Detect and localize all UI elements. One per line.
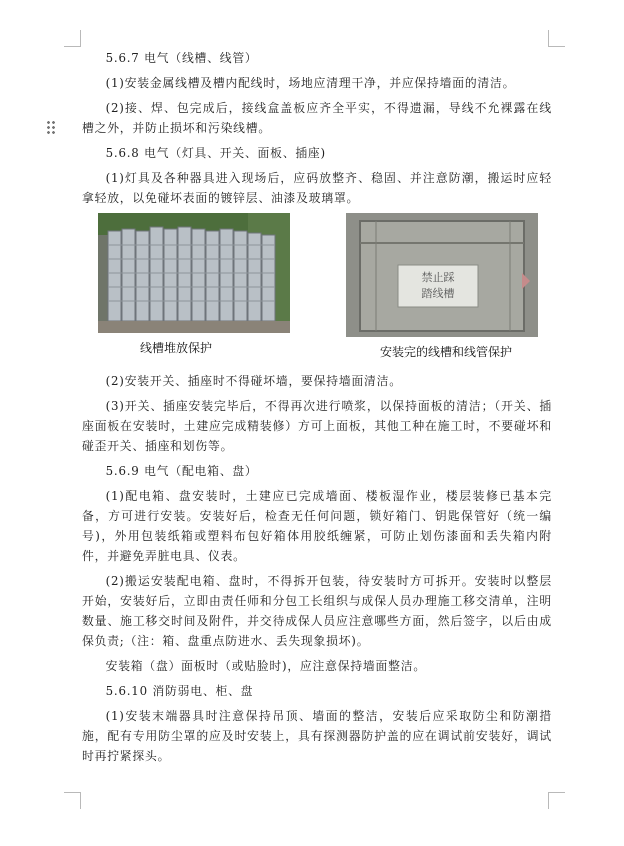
figure-row xyxy=(82,213,552,365)
page-corner-mark xyxy=(64,30,81,47)
cable-tray-stack-photo xyxy=(98,213,290,333)
paragraph: (2)安装开关、插座时不得碰坏墙，要保持墙面清洁。 xyxy=(105,374,402,388)
page-corner-mark xyxy=(548,792,565,809)
section-heading: 5.6.10 消防弱电、柜、盘 xyxy=(105,684,254,698)
figure-caption: 安装完的线槽和线管保护 xyxy=(379,345,512,359)
figure-caption: 线槽堆放保护 xyxy=(139,341,212,355)
drag-handle-icon[interactable] xyxy=(46,120,56,136)
paragraph: (3)开关、插座安装完毕后，不得再次进行喷浆，以保持面板的清洁；（开关、插座面板在安装时，土建应完成精装修）方可上面板，其他工种在施工时，不要碰坏和碰歪开关、插座和划伤等。 xyxy=(82,399,552,453)
paragraph: (1)安装金属线槽及槽内配线时，场地应清理干净，并应保持墙面的清洁。 xyxy=(105,76,516,90)
paragraph: 安装箱（盘）面板时（或贴脸时)，应注意保持墙面整洁。 xyxy=(105,659,426,673)
page-corner-mark xyxy=(64,792,81,809)
section-heading: 5.6.8 电气（灯具、开关、面板、插座) xyxy=(105,146,326,160)
section-heading: 5.6.9 电气（配电箱、盘） xyxy=(105,464,258,478)
svg-text:禁止踩: 禁止踩 xyxy=(421,271,455,284)
paragraph: (1)安装末端器具时注意保持吊顶、墙面的整洁，安装后应采取防尘和防潮措施，配有专用防尘罩的应及时安装上，具有探测器防护盖的应在调试前安装好，调试时再拧紧探头。 xyxy=(82,709,552,763)
paragraph: (1)配电箱、盘安装时，土建应已完成墙面、楼板湿作业，楼层装修已基本完备，方可进行安装。安装好后，检查无任何问题，锁好箱门、钥匙保管好（统一编号)，外用包装纸箱或塑料布包好箱体用胶纸缠紧，可防止划伤漆面和丢失箱内附件，并避免弄脏电具、仪表。 xyxy=(82,489,552,563)
page-corner-mark xyxy=(548,30,565,47)
figure-cable-tray-stack xyxy=(98,213,290,356)
paragraph: (2)搬运安装配电箱、盘时，不得拆开包装，待安装时方可拆开。安装时以整层开始，安装好后，立即由责任师和分包工长组织与成保人员办理施工移交清单，注明数量、施工移交时间及附件，并交待成保人员应注意哪些方面，然后签字，以后由成保负责;（注：箱、盘重点防进水、丢失现象损坏)。 xyxy=(82,574,552,648)
installed-tray-photo xyxy=(346,213,538,337)
section-heading: 5.6.7 电气（线槽、线管） xyxy=(105,51,258,65)
figure-installed-tray xyxy=(346,213,546,360)
paragraph: (2)接、焊、包完成后，接线盒盖板应齐全平实，不得遗漏，导线不允裸露在线槽之外，并防止损坏和污染线槽。 xyxy=(82,101,552,135)
document-body xyxy=(82,48,552,771)
svg-text:踏线槽: 踏线槽 xyxy=(421,287,455,300)
paragraph: (1)灯具及各种器具进入现场后，应码放整齐、稳固、并注意防潮，搬运时应轻拿轻放，以免碰坏表面的镀锌层、油漆及玻璃罩。 xyxy=(82,171,552,205)
